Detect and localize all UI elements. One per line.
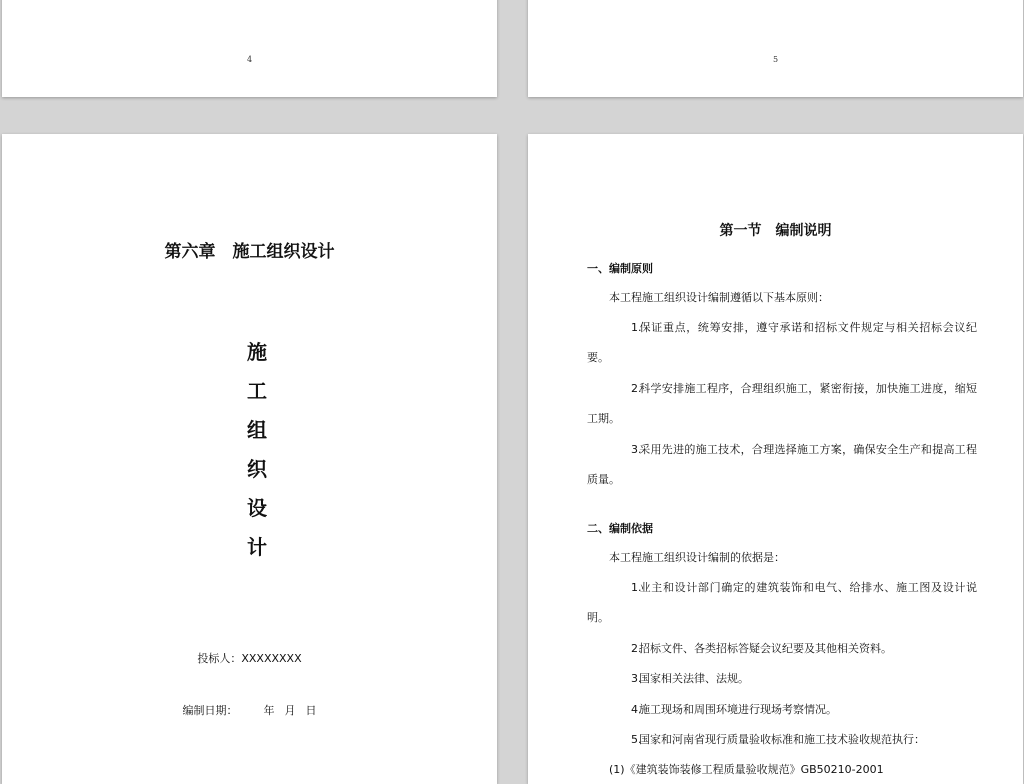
list-text: 业主和设计部门确定的建筑装饰和电气、给排水、施工图及设计说明。	[587, 581, 977, 624]
section-title: 第一节 编制说明	[719, 223, 832, 239]
vertical-char: 组	[247, 418, 267, 442]
list-item	[587, 725, 977, 755]
vertical-char: 设	[247, 496, 267, 520]
bidder-value: XXXXXXXX	[241, 652, 302, 665]
date-month: 月	[284, 704, 296, 717]
list-text: 国家和河南省现行质量验收标准和施工技术验收规范执行：	[639, 733, 925, 746]
list-item	[587, 573, 977, 633]
list-number: 1.	[631, 581, 642, 594]
list-item	[587, 313, 977, 373]
list-text: 科学安排施工程序，合理组织施工，紧密衔接，加快施工进度，缩短工期。	[587, 382, 977, 425]
chapter-title: 第六章 施工组织设计	[164, 242, 335, 262]
partial-line: (1)《建筑装饰装修工程质量验收规范》GB50210-2001	[609, 763, 884, 776]
heading-principles: 一、编制原则	[587, 262, 653, 275]
date-label: 编制日期：	[182, 704, 238, 717]
heading-basis: 二、编制依据	[587, 522, 653, 535]
list-text: 施工现场和周围环境进行现场考察情况。	[639, 703, 837, 716]
list-number: 5.	[631, 733, 642, 746]
date-line	[2, 702, 497, 718]
vertical-title	[242, 337, 272, 571]
page-number: 5	[772, 55, 779, 64]
paragraph: 本工程施工组织设计编制遵循以下基本原则：	[609, 291, 829, 304]
list-number: 1.	[631, 321, 642, 334]
content-page	[528, 134, 1023, 784]
page-5	[528, 0, 1023, 97]
list-number: 3.	[631, 443, 642, 456]
list-item	[587, 435, 977, 495]
vertical-char: 计	[247, 535, 267, 559]
list-text: 保证重点，统筹安排，遵守承诺和招标文件规定与相关招标会议纪要。	[587, 321, 977, 364]
date-day: 日	[305, 704, 317, 717]
list-number: 3.	[631, 672, 642, 685]
vertical-char: 施	[247, 340, 267, 364]
paragraph: 本工程施工组织设计编制的依据是：	[609, 551, 785, 564]
page-4	[2, 0, 497, 97]
list-item	[587, 374, 977, 434]
bidder-label: 投标人：	[197, 652, 242, 665]
date-year: 年	[263, 704, 275, 717]
list-text: 招标文件、各类招标答疑会议纪要及其他相关资料。	[639, 642, 892, 655]
page-number: 4	[246, 55, 253, 64]
list-text: 采用先进的施工技术，合理选择施工方案，确保安全生产和提高工程质量。	[587, 443, 977, 486]
bidder-line	[2, 650, 497, 666]
list-number: 2.	[631, 642, 642, 655]
cover-page	[2, 134, 497, 784]
list-item	[587, 664, 977, 694]
list-item	[587, 634, 977, 664]
list-number: 2.	[631, 382, 642, 395]
list-text: 国家相关法律、法规。	[639, 672, 749, 685]
list-number: 4.	[631, 703, 642, 716]
vertical-char: 工	[247, 379, 267, 403]
vertical-char: 织	[247, 457, 267, 481]
list-item	[587, 695, 977, 725]
